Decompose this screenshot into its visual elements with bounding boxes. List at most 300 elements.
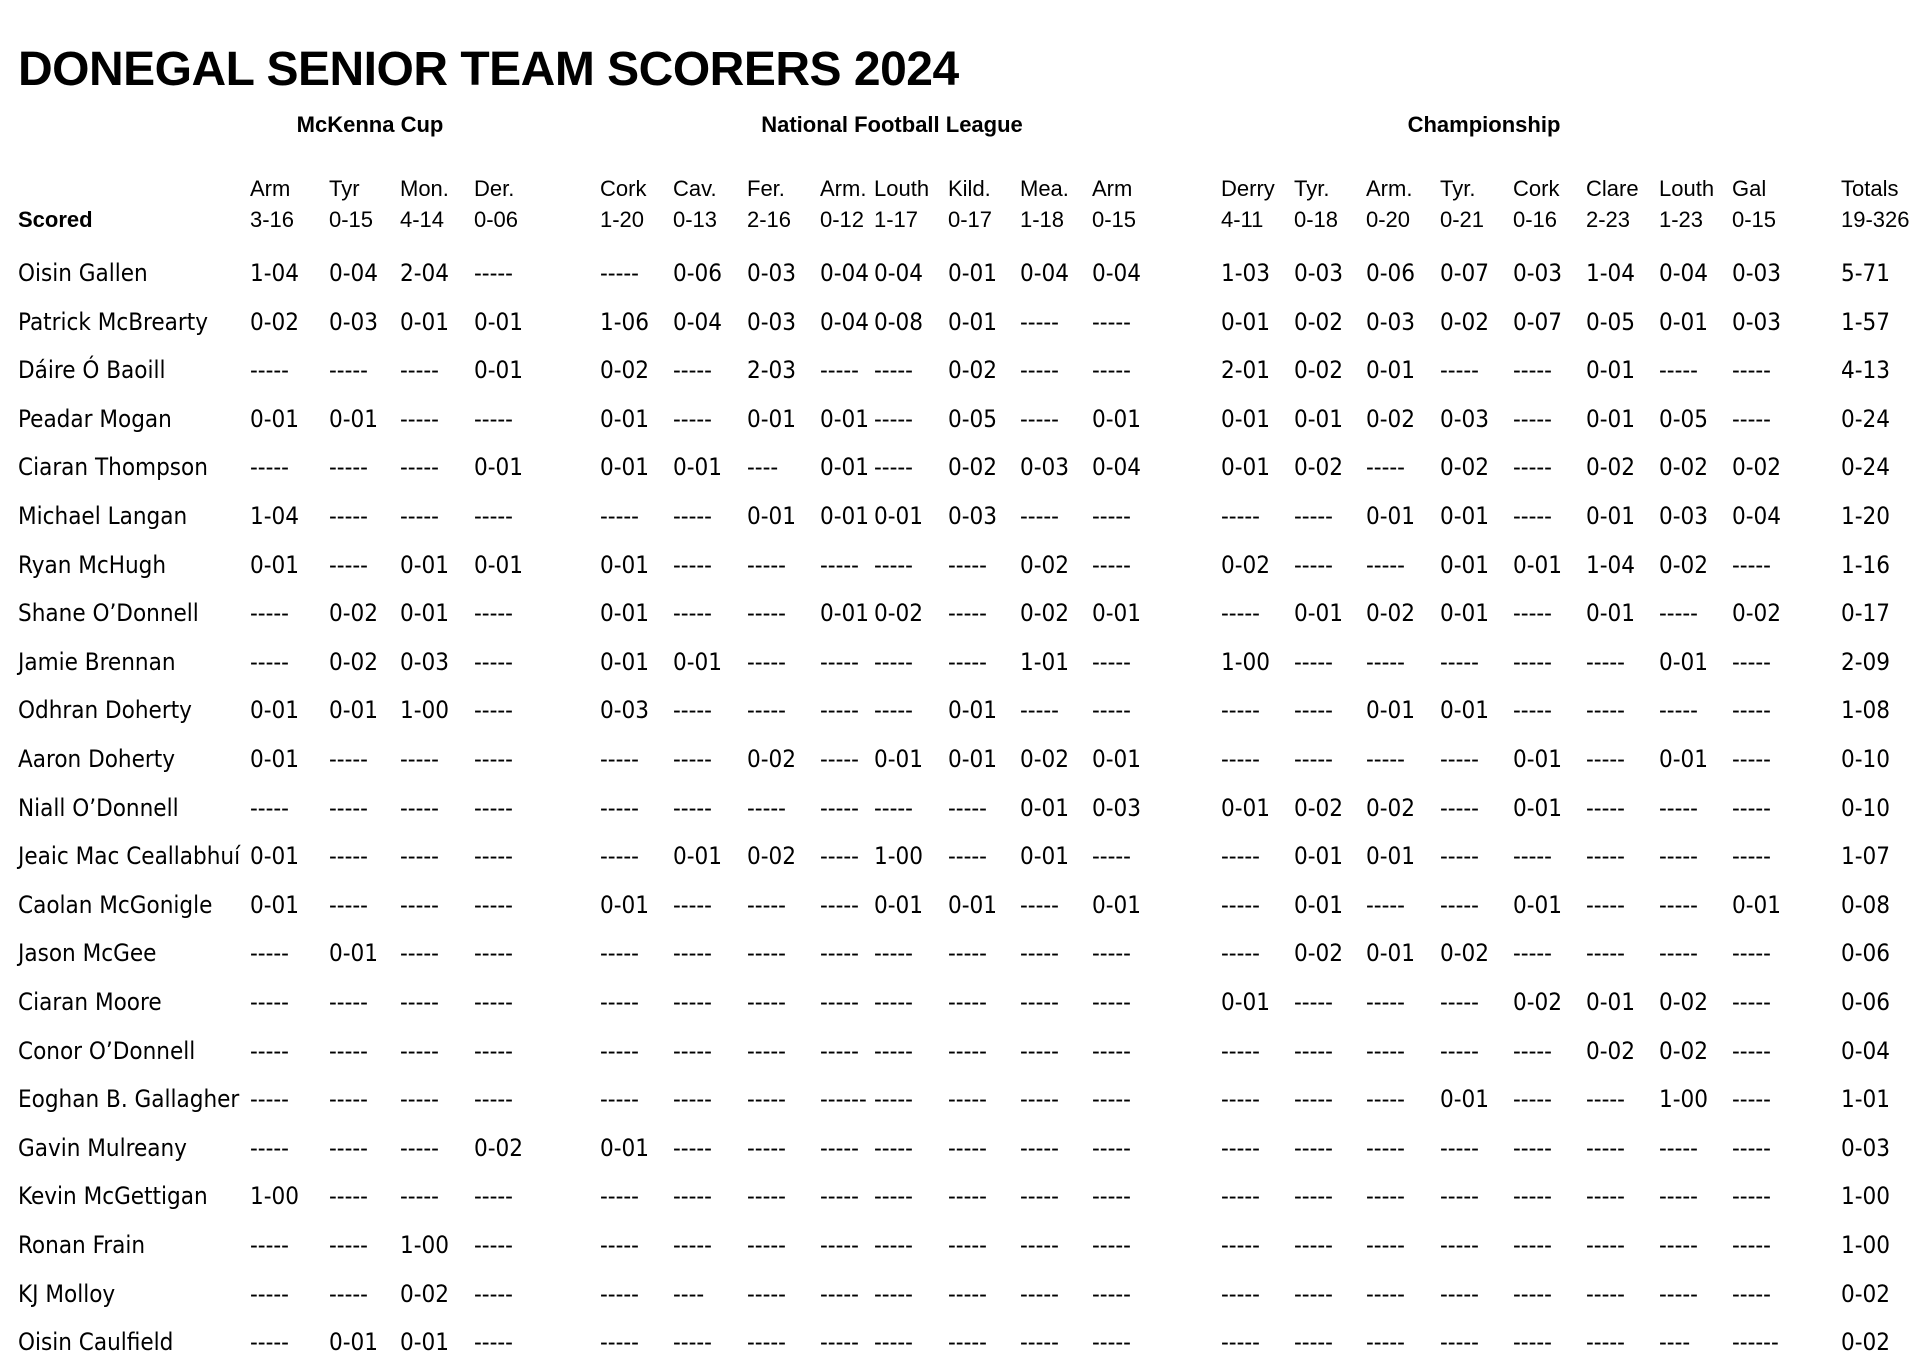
column-header-opponent: Tyr	[329, 176, 360, 201]
score-cell: 0-02	[1020, 745, 1069, 773]
score-cell: -----	[747, 648, 786, 676]
score-cell: -----	[820, 891, 859, 919]
score-cell: 0-01	[673, 842, 722, 870]
score-cell: -----	[1294, 551, 1333, 579]
score-cell: -----	[1513, 1280, 1552, 1308]
column-header-opponent: Kild.	[948, 176, 991, 201]
score-cell: -----	[329, 988, 368, 1016]
score-cell: -----	[250, 1134, 289, 1162]
total-cell: 0-10	[1841, 745, 1890, 773]
score-cell: -----	[1440, 648, 1479, 676]
score-cell: -----	[948, 1134, 987, 1162]
player-name: Conor O’Donnell	[18, 1037, 196, 1065]
total-cell: 0-03	[1841, 1134, 1890, 1162]
score-cell: -----	[820, 356, 859, 384]
score-cell: 0-01	[1659, 308, 1708, 336]
score-cell: 0-01	[1440, 1085, 1489, 1113]
score-cell: -----	[329, 356, 368, 384]
score-cell: -----	[400, 1182, 439, 1210]
score-cell: 0-01	[820, 453, 869, 481]
score-cell: -----	[1513, 696, 1552, 724]
score-cell: -----	[747, 1134, 786, 1162]
score-cell: -----	[948, 1328, 987, 1356]
score-cell: 0-03	[747, 259, 796, 287]
score-cell: -----	[474, 939, 513, 967]
score-cell: 0-06	[1366, 259, 1415, 287]
score-cell: -----	[1294, 1328, 1333, 1356]
group-header-mckenna-cup: McKenna Cup	[296, 112, 444, 137]
score-cell: -----	[1221, 745, 1260, 773]
score-cell: -----	[600, 1280, 639, 1308]
score-cell: -----	[329, 1182, 368, 1210]
score-cell: 1-03	[1221, 259, 1270, 287]
score-cell: 0-01	[874, 502, 923, 530]
score-cell: -----	[747, 1328, 786, 1356]
score-cell: 0-05	[1586, 308, 1635, 336]
score-cell: -----	[400, 1085, 439, 1113]
score-cell: 0-01	[1221, 988, 1270, 1016]
column-header-opponent: Tyr.	[1440, 176, 1476, 201]
column-header-score: 0-20	[1366, 207, 1411, 232]
player-name: Niall O’Donnell	[18, 794, 179, 822]
score-cell: -----	[874, 1231, 913, 1259]
score-cell: -----	[250, 1085, 289, 1113]
total-cell: 0-17	[1841, 599, 1890, 627]
score-cell: -----	[400, 745, 439, 773]
score-cell: -----	[820, 1037, 859, 1065]
score-cell: 0-01	[1440, 502, 1489, 530]
score-cell: -----	[673, 356, 712, 384]
score-cell: 1-00	[1659, 1085, 1708, 1113]
score-cell: ----	[673, 1280, 705, 1308]
score-cell: 2-03	[747, 356, 796, 384]
score-cell: 0-02	[1366, 599, 1415, 627]
score-cell: -----	[250, 599, 289, 627]
total-cell: 1-20	[1841, 502, 1890, 530]
score-cell: 0-02	[1513, 988, 1562, 1016]
score-cell: -----	[673, 502, 712, 530]
score-cell: -----	[874, 1085, 913, 1113]
score-cell: -----	[329, 1231, 368, 1259]
score-cell: 0-01	[1513, 891, 1562, 919]
total-cell: 4-13	[1841, 356, 1890, 384]
score-cell: 0-01	[250, 696, 299, 724]
column-header-opponent: Louth	[1659, 176, 1715, 201]
score-cell: -----	[474, 405, 513, 433]
score-cell: 0-03	[1366, 308, 1415, 336]
score-cell: -----	[1659, 794, 1698, 822]
score-cell: -----	[1221, 1328, 1260, 1356]
total-cell: 1-07	[1841, 842, 1890, 870]
score-cell: 0-01	[1440, 551, 1489, 579]
score-cell: -----	[820, 696, 859, 724]
score-cell: 0-04	[1092, 259, 1141, 287]
score-cell: -----	[1366, 1280, 1405, 1308]
score-cell: -----	[1221, 939, 1260, 967]
score-cell: -----	[474, 259, 513, 287]
score-cell: -----	[1440, 1280, 1479, 1308]
score-cell: 0-01	[1366, 696, 1415, 724]
score-cell: -----	[1732, 794, 1771, 822]
score-cell: -----	[250, 794, 289, 822]
score-cell: 0-01	[948, 259, 997, 287]
score-cell: -----	[948, 648, 987, 676]
score-cell: 0-03	[1732, 308, 1781, 336]
score-cell: -----	[948, 794, 987, 822]
score-cell: -----	[874, 405, 913, 433]
score-cell: 0-01	[1294, 405, 1343, 433]
score-cell: 0-01	[820, 502, 869, 530]
score-cell: -----	[948, 988, 987, 1016]
score-cell: 2-01	[1221, 356, 1270, 384]
score-cell: 0-03	[1020, 453, 1069, 481]
score-cell: -----	[948, 1280, 987, 1308]
score-cell: 0-01	[948, 308, 997, 336]
score-cell: -----	[1294, 696, 1333, 724]
score-cell: 1-01	[1020, 648, 1069, 676]
column-header-score: 2-16	[747, 207, 792, 232]
score-cell: -----	[1092, 939, 1131, 967]
score-cell: 0-04	[673, 308, 722, 336]
score-cell: -----	[747, 939, 786, 967]
score-cell: 0-01	[250, 842, 299, 870]
score-cell: 0-01	[673, 453, 722, 481]
score-cell: -----	[1513, 1037, 1552, 1065]
column-header-opponent: Cav.	[673, 176, 717, 201]
score-cell: -----	[600, 502, 639, 530]
column-header-opponent: Fer.	[747, 176, 785, 201]
score-cell: -----	[1020, 405, 1059, 433]
score-cell: -----	[250, 1037, 289, 1065]
score-cell: -----	[820, 1231, 859, 1259]
score-cell: -----	[1586, 696, 1625, 724]
score-cell: -----	[400, 891, 439, 919]
total-cell: 0-10	[1841, 794, 1890, 822]
score-cell: -----	[948, 1231, 987, 1259]
score-cell: -----	[1732, 939, 1771, 967]
column-header-score: 1-17	[874, 207, 919, 232]
score-cell: -----	[820, 1134, 859, 1162]
score-cell: -----	[1092, 988, 1131, 1016]
score-cell: -----	[1440, 1182, 1479, 1210]
score-cell: 0-03	[747, 308, 796, 336]
score-cell: -----	[600, 1037, 639, 1065]
score-cell: -----	[1732, 988, 1771, 1016]
score-cell: -----	[474, 1182, 513, 1210]
score-cell: -----	[747, 1037, 786, 1065]
score-cell: -----	[1221, 1037, 1260, 1065]
score-cell: 1-04	[250, 259, 299, 287]
score-cell: 0-04	[1092, 453, 1141, 481]
score-cell: 0-01	[1513, 745, 1562, 773]
score-cell: 0-01	[329, 405, 378, 433]
score-cell: -----	[1659, 356, 1698, 384]
score-cell: -----	[820, 745, 859, 773]
score-cell: -----	[1659, 696, 1698, 724]
score-cell: 0-02	[1294, 308, 1343, 336]
score-cell: -----	[329, 891, 368, 919]
score-cell: -----	[1020, 308, 1059, 336]
score-cell: 0-01	[250, 745, 299, 773]
score-cell: 0-01	[747, 405, 796, 433]
score-cell: -----	[474, 502, 513, 530]
score-cell: -----	[1586, 648, 1625, 676]
score-cell: -----	[1366, 745, 1405, 773]
score-cell: -----	[747, 1280, 786, 1308]
player-name: Ronan Frain	[18, 1231, 146, 1259]
score-cell: -----	[874, 1182, 913, 1210]
score-cell: -----	[1366, 1182, 1405, 1210]
score-cell: 0-01	[1659, 648, 1708, 676]
score-cell: 0-01	[1586, 356, 1635, 384]
score-cell: -----	[1020, 1037, 1059, 1065]
score-cell: -----	[820, 1182, 859, 1210]
score-cell: 0-04	[820, 259, 869, 287]
score-cell: 0-02	[1294, 939, 1343, 967]
score-cell: -----	[747, 696, 786, 724]
total-cell: 1-57	[1841, 308, 1890, 336]
score-cell: 0-01	[600, 405, 649, 433]
score-cell: -----	[1092, 1280, 1131, 1308]
score-cell: 0-01	[874, 745, 923, 773]
player-name: Peadar Mogan	[18, 405, 172, 433]
column-header-opponent: Cork	[600, 176, 647, 201]
player-name: Odhran Doherty	[18, 696, 192, 724]
player-name: Aaron Doherty	[18, 745, 176, 773]
score-cell: 0-01	[250, 551, 299, 579]
score-cell: -----	[329, 1037, 368, 1065]
score-cell: -----	[1092, 502, 1131, 530]
score-cell: -----	[250, 648, 289, 676]
totals-header-score: 19-326	[1841, 207, 1910, 232]
column-header-opponent: Mea.	[1020, 176, 1069, 201]
column-header-opponent: Louth	[874, 176, 930, 201]
column-header-opponent: Gal	[1732, 176, 1767, 201]
score-cell: -----	[747, 1085, 786, 1113]
player-name: Shane O’Donnell	[18, 599, 199, 627]
score-cell: 0-01	[820, 405, 869, 433]
score-cell: -----	[673, 405, 712, 433]
score-cell: -----	[1586, 794, 1625, 822]
score-cell: -----	[250, 356, 289, 384]
score-cell: -----	[673, 1134, 712, 1162]
score-cell: -----	[1366, 1134, 1405, 1162]
score-cell: -----	[474, 1085, 513, 1113]
score-cell: -----	[1366, 551, 1405, 579]
score-cell: -----	[400, 1134, 439, 1162]
score-cell: -----	[329, 551, 368, 579]
score-cell: -----	[673, 1037, 712, 1065]
score-cell: -----	[1732, 551, 1771, 579]
score-cell: -----	[1732, 842, 1771, 870]
column-header-score: 0-13	[673, 207, 718, 232]
score-cell: -----	[747, 1231, 786, 1259]
score-cell: ----	[747, 453, 779, 481]
score-cell: -----	[1221, 502, 1260, 530]
score-cell: 0-01	[1440, 696, 1489, 724]
player-name: Jamie Brennan	[18, 648, 176, 676]
score-cell: -----	[1366, 988, 1405, 1016]
player-name: Jason McGee	[18, 939, 157, 967]
score-cell: 0-02	[474, 1134, 523, 1162]
score-cell: -----	[820, 939, 859, 967]
column-header-score: 4-11	[1221, 207, 1264, 232]
score-cell: 0-02	[1732, 599, 1781, 627]
score-cell: -----	[1659, 939, 1698, 967]
score-cell: -----	[874, 1037, 913, 1065]
score-cell: -----	[600, 1231, 639, 1259]
score-cell: -----	[1294, 1182, 1333, 1210]
score-cell: -----	[1020, 1134, 1059, 1162]
player-name: Patrick McBrearty	[18, 308, 209, 336]
player-name: Michael Langan	[18, 502, 188, 530]
total-cell: 0-02	[1841, 1328, 1890, 1356]
score-cell: -----	[1440, 1037, 1479, 1065]
score-cell: -----	[874, 1134, 913, 1162]
score-cell: -----	[329, 1280, 368, 1308]
score-cell: 0-02	[1294, 356, 1343, 384]
score-cell: -----	[1221, 1280, 1260, 1308]
score-cell: -----	[948, 1182, 987, 1210]
score-cell: -----	[1732, 648, 1771, 676]
score-cell: -----	[820, 551, 859, 579]
score-cell: 0-01	[1366, 842, 1415, 870]
score-cell: -----	[948, 1037, 987, 1065]
score-cell: -----	[1020, 502, 1059, 530]
score-cell: -----	[820, 842, 859, 870]
column-header-score: 0-18	[1294, 207, 1339, 232]
totals-header-label: Totals	[1841, 176, 1899, 201]
score-cell: 0-01	[1092, 599, 1141, 627]
total-cell: 0-06	[1841, 939, 1890, 967]
score-cell: 0-02	[329, 648, 378, 676]
score-cell: -----	[1440, 988, 1479, 1016]
column-header-opponent: Arm.	[1366, 176, 1413, 201]
score-cell: -----	[1440, 745, 1479, 773]
score-cell: -----	[1586, 1280, 1625, 1308]
score-cell: -----	[1440, 891, 1479, 919]
score-cell: -----	[329, 1085, 368, 1113]
score-cell: 0-02	[1659, 1037, 1708, 1065]
score-cell: 1-04	[250, 502, 299, 530]
score-cell: -----	[1366, 891, 1405, 919]
score-cell: -----	[400, 502, 439, 530]
score-cell: 0-04	[874, 259, 923, 287]
score-cell: -----	[1294, 745, 1333, 773]
score-cell: -----	[1659, 1280, 1698, 1308]
score-cell: -----	[400, 405, 439, 433]
score-cell: 0-02	[874, 599, 923, 627]
score-cell: -----	[874, 648, 913, 676]
score-cell: -----	[329, 842, 368, 870]
score-cell: -----	[1732, 1182, 1771, 1210]
score-cell: -----	[1440, 842, 1479, 870]
score-cell: 0-01	[600, 599, 649, 627]
score-cell: 1-00	[250, 1182, 299, 1210]
score-cell: -----	[250, 939, 289, 967]
column-header-score: 0-15	[329, 207, 374, 232]
score-cell: -----	[1659, 1231, 1698, 1259]
score-cell: -----	[474, 891, 513, 919]
score-cell: 1-00	[400, 696, 449, 724]
score-cell: -----	[1294, 648, 1333, 676]
score-cell: 0-03	[948, 502, 997, 530]
player-name: Kevin McGettigan	[18, 1182, 208, 1210]
column-header-score: 0-06	[474, 207, 519, 232]
player-name: Ryan McHugh	[18, 551, 167, 579]
score-cell: -----	[1586, 1182, 1625, 1210]
score-cell: -----	[1586, 1231, 1625, 1259]
score-cell: 0-07	[1513, 308, 1562, 336]
total-cell: 0-02	[1841, 1280, 1890, 1308]
score-cell: -----	[1513, 356, 1552, 384]
score-cell: -----	[874, 453, 913, 481]
player-name: Dáire Ó Baoill	[18, 356, 166, 384]
score-cell: 0-01	[948, 696, 997, 724]
column-header-opponent: Cork	[1513, 176, 1560, 201]
score-cell: -----	[1020, 1231, 1059, 1259]
score-cell: 2-04	[400, 259, 449, 287]
score-cell: -----	[1659, 842, 1698, 870]
score-cell: -----	[600, 842, 639, 870]
score-cell: -----	[1513, 1231, 1552, 1259]
score-cell: -----	[1659, 1182, 1698, 1210]
score-cell: -----	[329, 502, 368, 530]
total-cell: 5-71	[1841, 259, 1890, 287]
score-cell: 0-07	[1440, 259, 1489, 287]
total-cell: 1-00	[1841, 1182, 1890, 1210]
score-cell: 0-03	[1440, 405, 1489, 433]
score-cell: 0-04	[1020, 259, 1069, 287]
score-cell: 0-02	[747, 842, 796, 870]
score-cell: -----	[1221, 1134, 1260, 1162]
score-cell: -----	[948, 551, 987, 579]
score-cell: -----	[1020, 1182, 1059, 1210]
score-cell: 0-02	[1440, 939, 1489, 967]
score-cell: -----	[1092, 308, 1131, 336]
score-cell: -----	[1092, 1182, 1131, 1210]
score-cell: 0-01	[1221, 794, 1270, 822]
score-cell: -----	[673, 696, 712, 724]
score-cell: 0-02	[948, 453, 997, 481]
score-cell: -----	[1366, 1328, 1405, 1356]
score-cell: -----	[1020, 939, 1059, 967]
score-cell: -----	[1221, 891, 1260, 919]
score-cell: 0-01	[600, 648, 649, 676]
column-header-opponent: Clare	[1586, 176, 1639, 201]
total-cell: 1-08	[1841, 696, 1890, 724]
score-cell: 0-02	[329, 599, 378, 627]
score-cell: -----	[820, 1328, 859, 1356]
score-cell: -----	[1440, 1231, 1479, 1259]
score-cell: -----	[948, 1085, 987, 1113]
score-cell: -----	[1440, 1328, 1479, 1356]
score-cell: 0-02	[1586, 453, 1635, 481]
score-cell: -----	[1732, 1280, 1771, 1308]
score-cell: 0-01	[820, 599, 869, 627]
score-cell: 0-03	[1513, 259, 1562, 287]
score-cell: -----	[329, 453, 368, 481]
total-cell: 1-00	[1841, 1231, 1890, 1259]
score-cell: -----	[474, 988, 513, 1016]
column-header-score: 1-20	[600, 207, 645, 232]
total-cell: 0-06	[1841, 988, 1890, 1016]
score-cell: -----	[747, 794, 786, 822]
score-cell: 0-01	[1020, 794, 1069, 822]
score-cell: -----	[1513, 1085, 1552, 1113]
score-cell: 0-01	[1586, 405, 1635, 433]
score-cell: -----	[474, 1231, 513, 1259]
